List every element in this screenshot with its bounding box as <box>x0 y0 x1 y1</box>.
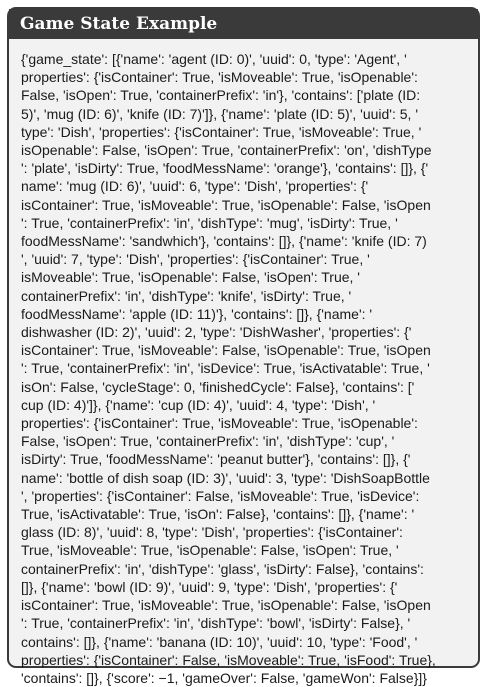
text-line: isContainer': True, 'isMoveable': True, 'isOpenable': False, 'isOpen <box>21 196 431 213</box>
text-line: properties': {'isContainer': True, 'isMoveable': True, 'isOpenable': <box>21 69 418 86</box>
text-line: contains': []}, {'name': 'banana (ID: 10)', 'uuid': 10, 'type': 'Food', ' <box>21 633 418 650</box>
text-line: ': True, 'containerPrefix': 'in', 'isDevice': True, 'isActivatable': True, ' <box>21 360 430 377</box>
text-line: ', 'properties': {'isContainer': False, 'isMoveable': True, 'isDevice': <box>21 487 420 504</box>
text-line: 5)', 'mug (ID: 6)', 'knife (ID: 7)']}, {'name': 'plate (ID: 5)', 'uuid': 5, ' <box>21 105 418 122</box>
text-line: isDirty': True, 'foodMessName': 'peanut butter'}, 'contains': []}, {' <box>21 451 411 468</box>
text-line: True, 'isActivatable': True, 'isOn': False}, 'contains': []}, {'name': ' <box>21 506 415 523</box>
text-line: containerPrefix': 'in', 'dishType': 'glass', 'isDirty': False}, 'contains': <box>21 560 424 577</box>
text-line: isContainer': True, 'isMoveable': False, 'isOpenable': True, 'isOpen <box>21 342 431 359</box>
text-line: containerPrefix': 'in', 'dishType': 'knife', 'isDirty': True, ' <box>21 287 352 304</box>
text-line: dishwasher (ID: 2)', 'uuid': 2, 'type': 'DishWasher', 'properties': {' <box>21 324 412 341</box>
text-line: ': True, 'containerPrefix': 'in', 'dishType': 'mug', 'isDirty': True, ' <box>21 214 398 231</box>
text-line: isContainer': True, 'isMoveable': True, 'isOpenable': False, 'isOpen <box>21 597 431 614</box>
text-line: glass (ID: 8)', 'uuid': 8, 'type': 'Dish', 'properties': {'isContainer': <box>21 524 403 541</box>
text-line: []}, {'name': 'bowl (ID: 9)', 'uuid': 9, 'type': 'Dish', 'properties': {' <box>21 578 398 595</box>
text-line: name': 'bottle of dish soap (ID: 3)', 'uuid': 3, 'type': 'DishSoapBottle <box>21 469 430 486</box>
text-line: True, 'isMoveable': True, 'isOpenable': False, 'isOpen': True, ' <box>21 542 399 559</box>
text-line: ': True, 'containerPrefix': 'in', 'dishType': 'bowl', 'isDirty': False}, ' <box>21 615 411 632</box>
text-line: cup (ID: 4)']}, {'name': 'cup (ID: 4)', 'uuid': 4, 'type': 'Dish', ' <box>21 396 376 413</box>
text-line: foodMessName': 'sandwhich'}, 'contains': []}, {'name': 'knife (ID: 7) <box>21 233 427 250</box>
text-line: isMoveable': True, 'isOpenable': False, 'isOpen': True, ' <box>21 269 360 286</box>
text-line: False, 'isOpen': True, 'containerPrefix': 'in', 'dishType': 'cup', ' <box>21 433 395 450</box>
text-line: 'contains': []}, {'score': −1, 'gameOver': False, 'gameWon': False}]} <box>21 669 427 686</box>
text-line: properties': {'isContainer': True, 'isMoveable': True, 'isOpenable': <box>21 415 418 432</box>
text-line: False, 'isOpen': True, 'containerPrefix': 'in'}, 'contains': ['plate (ID: <box>21 87 421 104</box>
text-line: ': 'plate', 'isDirty': True, 'foodMessName': 'orange'}, 'contains': []}, {' <box>21 160 429 177</box>
text-line: foodMessName': 'apple (ID: 11)'}, 'contains': []}, {'name': ' <box>21 305 373 322</box>
text-line: {'game_state': [{'name': 'agent (ID: 0)', 'uuid': 0, 'type': 'Agent', ' <box>21 51 407 67</box>
text-line: properties': {'isContainer': False, 'isMoveable': True, 'isFood': True}, <box>21 651 436 668</box>
game-state-text <box>9 39 478 687</box>
text-line: ', 'uuid': 7, 'type': 'Dish', 'properties': {'isContainer': True, ' <box>21 251 370 268</box>
text-line: type': 'Dish', 'properties': {'isContainer': True, 'isMoveable': True, ' <box>21 123 422 140</box>
text-line: isOpenable': False, 'isOpen': True, 'containerPrefix': 'on', 'dishType <box>21 142 432 159</box>
text-line: isOn': False, 'cycleStage': 0, 'finishedCycle': False}, 'contains': [' <box>21 378 415 395</box>
box-title: Game State Example <box>9 9 478 39</box>
text-line: name': 'mug (ID: 6)', 'uuid': 6, 'type': 'Dish', 'properties': {' <box>21 178 369 195</box>
game-state-box <box>7 7 480 686</box>
